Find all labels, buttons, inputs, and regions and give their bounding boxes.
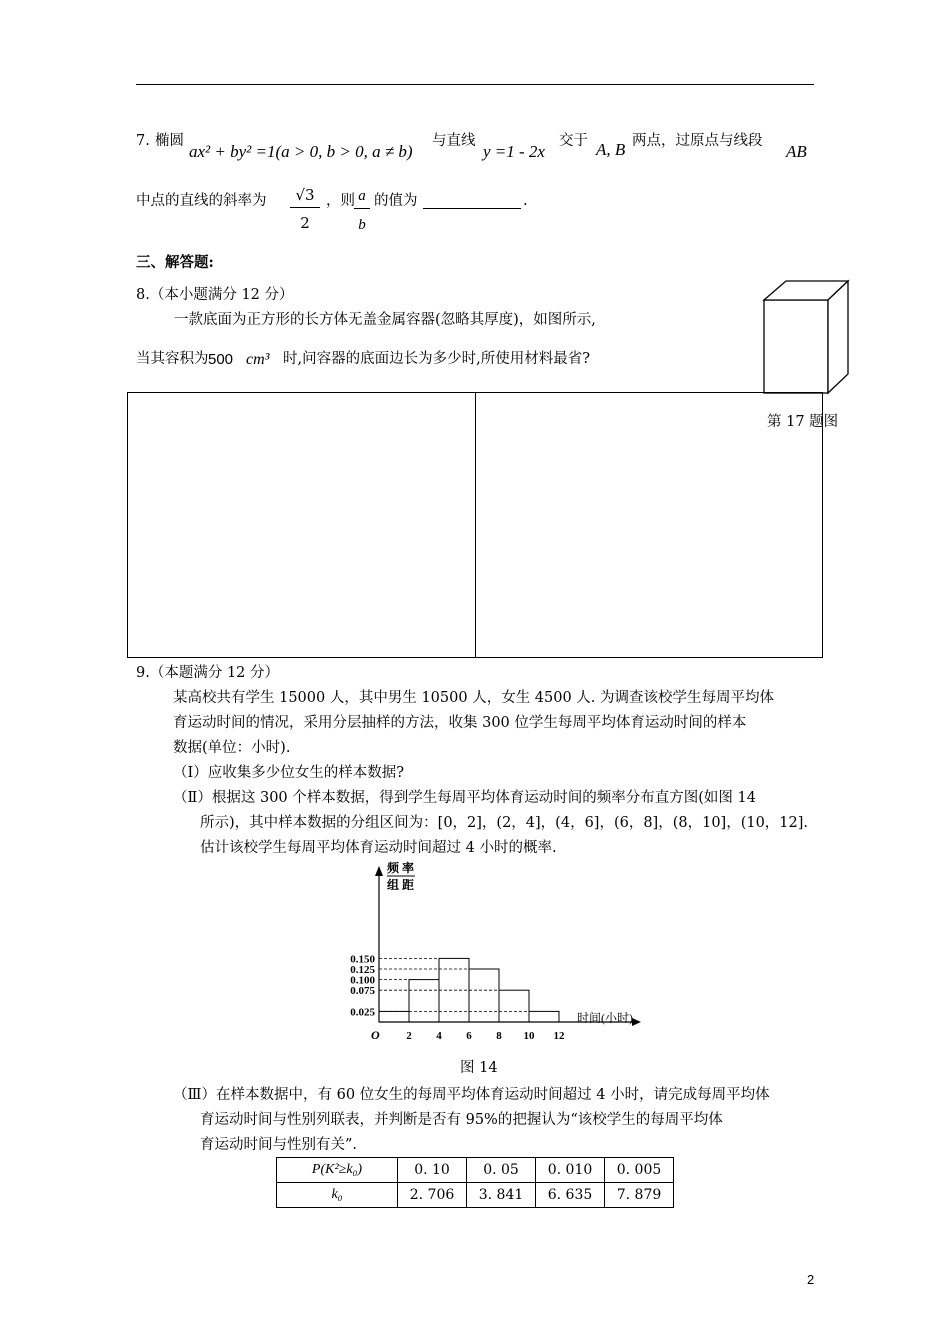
histogram-bar [529, 1011, 559, 1022]
q7-text-end: . [523, 193, 528, 209]
table-row [277, 1158, 674, 1183]
x-axis-label: 时间(小时) [577, 1011, 633, 1025]
q7-text-value: 的值为 [374, 193, 418, 209]
q7-ellipse-equation: ax² + by² =1(a > 0, b > 0, a ≠ b) [189, 142, 413, 161]
page-number: 2 [807, 1272, 815, 1287]
table-row [277, 1183, 674, 1208]
q8-figure-caption: 第 17 题图 [767, 414, 839, 430]
q9-paragraph-line1: 某高校共有学生 15000 人，其中男生 10500 人，女生 4500 人. 为调查该校学生每周平均体 [173, 690, 775, 706]
histogram-chart [335, 858, 655, 1044]
q9-part2-line3: 估计该校学生每周平均体育运动时间超过 4 小时的概率. [200, 840, 557, 856]
q7-line-equation: y =1 - 2x [483, 142, 545, 161]
q7-slope-numerator: √3 [290, 188, 320, 208]
table-cell: 0. 010 [536, 1158, 605, 1183]
histogram-axes [371, 860, 641, 1042]
histogram-caption: 图 14 [460, 1060, 498, 1076]
q9-part2-line2: 所示)，其中样本数据的分组区间为：[0，2]，(2，4]，(4，6]，(6，8]，(8，10]，(10，12]. [200, 815, 809, 831]
q7-ratio-fraction [354, 188, 370, 234]
answer-box-divider [475, 393, 476, 657]
critical-value-table [276, 1157, 674, 1208]
q7-text-mid: 中点的直线的斜率为 [136, 193, 267, 209]
y-tick-label: 0.075 [350, 985, 375, 998]
answer-box[interactable] [127, 392, 839, 658]
histogram-bar [409, 980, 439, 1022]
histogram-bar [469, 969, 499, 1022]
q8-unit: cm³ [246, 351, 270, 368]
box-side-face [828, 281, 848, 393]
q9-part2-line1: （Ⅱ）根据这 300 个样本数据，得到学生每周平均体育运动时间的频率分布直方图(如图 14 [173, 790, 756, 806]
y-tick-label: 0.025 [350, 1006, 375, 1019]
table-cell: 2. 706 [398, 1183, 467, 1208]
q7-answer-blank[interactable] [423, 194, 521, 209]
box-figure [760, 278, 852, 398]
q7-ratio-numerator: a [354, 188, 370, 209]
y-tick-label: 0.150 [350, 953, 375, 966]
box-front-face [764, 300, 828, 393]
x-tick-label: 4 [436, 1030, 442, 1042]
q7-text-then: ，则 [326, 193, 355, 209]
x-tick-label: 8 [496, 1030, 502, 1042]
table-cell: 6. 635 [536, 1183, 605, 1208]
section-title: 三、解答题: [136, 254, 214, 271]
q7-slope-denominator: 2 [300, 214, 310, 232]
q8-line2-a: 当其容积为 [136, 351, 209, 367]
y-label-top: 频 率 [387, 861, 415, 875]
q7-text-intersect: 交于 [559, 133, 588, 149]
q8-volume: 500 [208, 351, 234, 368]
y-axis-arrow [375, 866, 383, 876]
q9-part3-line3: 育运动时间与性别有关”. [200, 1137, 358, 1153]
q7-points: A, B [596, 140, 626, 159]
table-cell: 7. 879 [605, 1183, 674, 1208]
y-tick-label: 0.100 [350, 974, 375, 987]
q7-slope-fraction [290, 188, 320, 231]
table-cell: 0. 005 [605, 1158, 674, 1183]
table-row-label: k₀ [277, 1183, 398, 1208]
q9-header: 9.（本题满分 12 分） [136, 665, 280, 681]
q7-text-ellipse: 椭圆 [155, 133, 184, 149]
table-cell: 0. 05 [467, 1158, 536, 1183]
q7-text-two-points: 两点，过原点与线段 [632, 133, 763, 149]
table-cell: 3. 841 [467, 1183, 536, 1208]
q8-header: 8.（本小题满分 12 分） [136, 287, 294, 303]
q7-ratio-denominator: b [358, 217, 366, 233]
q9-paragraph-line3: 数据(单位：小时). [173, 740, 291, 756]
x-axis-arrow [632, 1018, 641, 1026]
origin-label: O [371, 1028, 380, 1042]
q9-part1: （Ⅰ）应收集多少位女生的样本数据? [173, 765, 405, 781]
x-tick-label: 12 [553, 1030, 565, 1042]
x-tick-label: 6 [466, 1030, 472, 1042]
q9-paragraph-line2: 育运动时间的情况，采用分层抽样的方法，收集 300 位学生每周平均体育运动时间的样本 [173, 715, 747, 731]
q7-number: 7. [136, 133, 150, 149]
y-label-bottom: 组 距 [387, 878, 415, 892]
x-tick-label: 2 [406, 1030, 412, 1042]
q9-part3-line1: （Ⅲ）在样本数据中，有 60 位女生的每周平均体育运动时间超过 4 小时，请完成每周平均体 [173, 1087, 770, 1103]
table-row-label: P(K²≥k₀) [277, 1158, 398, 1183]
q7-segment: AB [786, 142, 807, 161]
histogram-bar [379, 1011, 409, 1022]
header-rule [136, 84, 814, 85]
histogram-bar [499, 990, 529, 1022]
table-cell: 0. 10 [398, 1158, 467, 1183]
y-tick-label: 0.125 [350, 964, 375, 976]
q7-text-line: 与直线 [432, 133, 476, 149]
x-tick-label: 10 [523, 1030, 535, 1042]
q8-line1: 一款底面为正方形的长方体无盖金属容器(忽略其厚度)，如图所示, [174, 312, 596, 328]
q8-line2-b: 时,问容器的底面边长为多少时,所使用材料最省? [283, 351, 590, 367]
q9-part3-line2: 育运动时间与性别列联表，并判断是否有 95%的把握认为“该校学生的每周平均体 [200, 1112, 723, 1128]
